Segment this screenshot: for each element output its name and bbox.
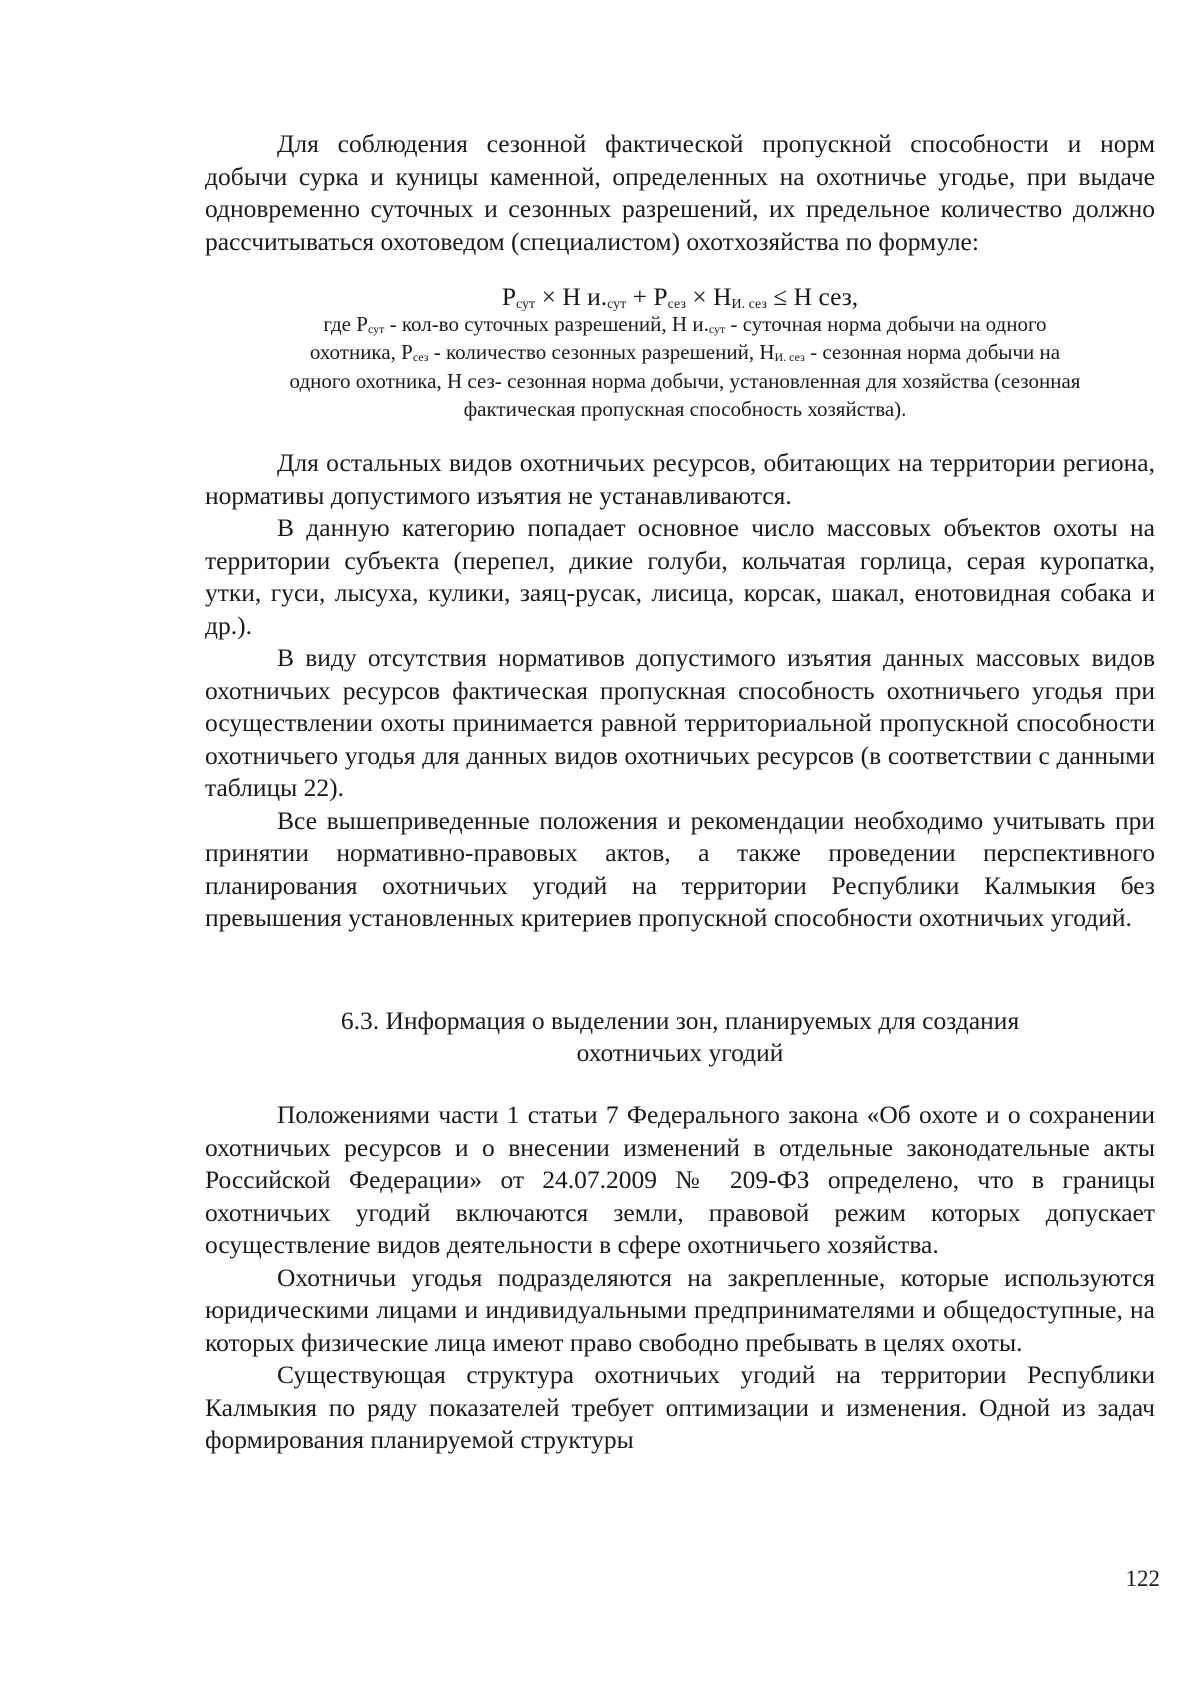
legend-line: одного охотника, Н сез- сезонная норма добычи, установленная для хозяйства (сезонная (289, 368, 1081, 393)
paragraph-no-norms: Для остальных видов охотничьих ресурсов, обитающих на территории региона, нормативы допустимого изъятия не устанавливаются. (205, 448, 1155, 510)
legend-line: фактическая пропускная способность хозяйства). (463, 396, 907, 421)
formula-legend (225, 310, 1145, 423)
section-heading-line: охотничьих угодий (576, 1037, 784, 1067)
section-heading-line: 6.3. Информация о выделении зон, планируемых для создания (340, 1006, 1020, 1035)
legend-line: где $Р_{сут} - кол-во$ суточных разрешений, Н $и._{сут}$ - суточная норма добычи на одного (323, 312, 1047, 336)
paragraph-structure: Существующая структура охотничьих угодий на территории Республики Калмыкия по ряду показателей требует оптимизации и изменения. Одной из задач формирования планируемой структуры (205, 1360, 1155, 1454)
paragraph-federal-law: Положениями части 1 статьи 7 Федерального закона «Об охоте и о сохранении охотничьих ресурсов и о внесении изменений в отдельные законодательные акты Российской Федерации» от 24.07.2009 № 209-ФЗ определено, что в границы охотничьих угодий включаются земли, правовой режим которых допускает осуществление видов деятельности в сфере охотничьего хозяйства. (205, 1100, 1155, 1259)
paragraph-capacity: В виду отсутствия нормативов допустимого изъятия данных массовых видов охотничьих ресурсов фактическая пропускная способность охотничьего угодья при осуществлении охоты принимается равной территориальной пропускной способности охотничьего угодья для данных видов охотничьих ресурсов (в соответствии с данными таблицы 22). (205, 643, 1155, 802)
text-block-section (205, 1099, 1155, 1457)
legend-line: охотника, $Р_{сез}$ - количество сезонных разрешений, $Н_{И. сез}$ - сезонная норма добычи на (309, 340, 1061, 365)
permit-formula: $Р_{сут} \times Н$ $и._{сут} + Р_{сез} \times Н_{И. сез} \le Н$ сез, (501, 282, 859, 312)
text-block-main (205, 447, 1155, 935)
text-block-intro (205, 128, 1155, 258)
paragraph-mass-species: В данную категорию попадает основное число массовых объектов охоты на территории субъекта (перепел, дикие голуби, кольчатая горлица, серая куропатка, утки, гуси, лысуха, кулики, заяц-русак, лисица, корсак, шакал, енотовидная собака и др.). (205, 513, 1155, 640)
page-number: 122 (1125, 1566, 1160, 1591)
paragraph-formula-intro: Для соблюдения сезонной фактической пропускной способности и норм добычи сурка и куницы каменной, определенных на охотничье угодье, при выдаче одновременно суточных и сезонных разрешений, их предельное количество должно рассчитываться охотоведом (специалистом) охотхозяйства по формуле: (205, 129, 1155, 256)
paragraph-grounds-types: Охотничьи угодья подразделяются на закрепленные, которые используются юридическими лицами и индивидуальными предпринимателями и общедоступные, на которых физические лица имеют право свободно пребывать в целях охоты. (205, 1262, 1155, 1357)
paragraph-recommendations: Все вышеприведенные положения и рекомендации необходимо учитывать при принятии нормативно-правовых актов, а также проведении перспективного планирования охотничьих угодий на территории Республики Калмыкия без превышения установленных критериев пропускной способности охотничьих угодий. (205, 805, 1155, 932)
section-heading (205, 1005, 1155, 1068)
